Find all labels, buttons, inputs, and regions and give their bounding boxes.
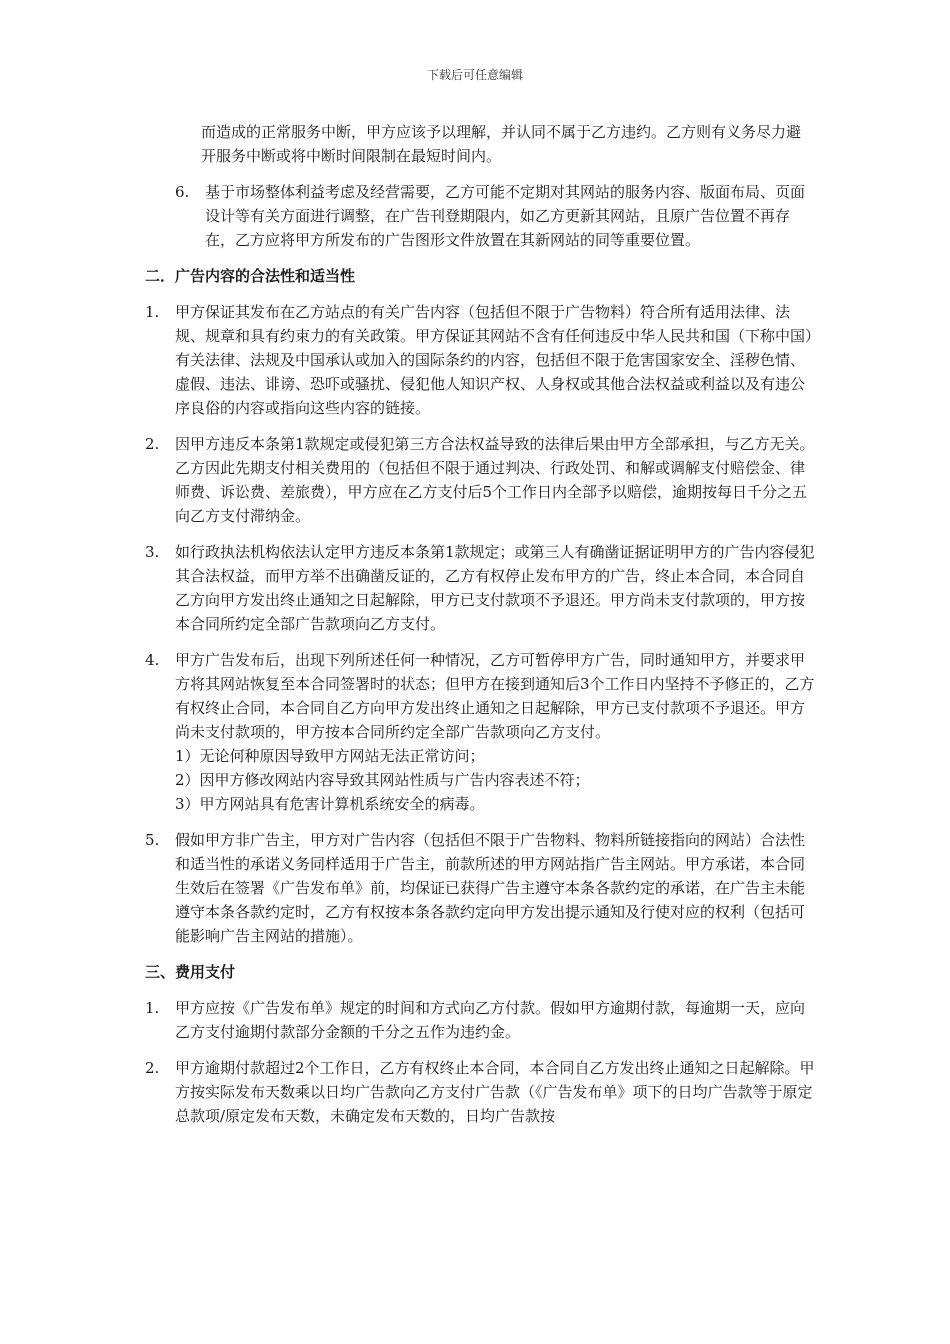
clause-number: 2. [145,1059,160,1077]
clause-number: 4. [145,651,160,669]
clause-item-6 [175,180,815,252]
sub-clause: 2）因甲方修改网站内容导致其网站性质与广告内容表述不符； [175,771,590,789]
sub-clause: 1）无论何种原因导致甲方网站无法正常访问； [175,747,485,765]
clause-number: 3. [145,543,160,561]
clause-number: 1. [145,303,160,321]
clause-number: 5. [145,831,160,849]
clause-text: 因甲方违反本条第1款规定或侵犯第三方合法权益导致的法律后果由甲方全部承担，与乙方无关。乙方因此先期支付相关费用的（包括但不限于通过判决、行政处罚、和解或调解支付赔偿金、律师费、诉讼费、差旅费），甲方应在乙方支付后5个工作日内全部予以赔偿，逾期按每日千分之五向乙方支付滞纳金。 [175,435,815,525]
document-body [145,120,815,1140]
clause-number: 1. [145,999,160,1017]
clause-item [145,300,815,420]
clause-number: 6. [175,183,190,201]
clause-item [145,1056,815,1128]
clause-number: 2. [145,435,160,453]
clause-text: 基于市场整体利益考虑及经营需要，乙方可能不定期对其网站的服务内容、版面布局、页面设计等有关方面进行调整，在广告刊登期限内，如乙方更新其网站，且原广告位置不再存在，乙方应将甲方所发布的广告图形文件放置在其新网站的同等重要位置。 [205,183,806,249]
clause-text: 甲方逾期付款超过2个工作日，乙方有权终止本合同，本合同自乙方发出终止通知之日起解除。甲方按实际发布天数乘以日均广告款向乙方支付广告款（《广告发布单》项下的日均广告款等于原定总款项/原定发布天数，未确定发布天数的，日均广告款按 [175,1059,815,1125]
continued-paragraph: 而造成的正常服务中断，甲方应该予以理解，并认同不属于乙方违约。乙方则有义务尽力避开服务中断或将中断时间限制在最短时间内。 [201,123,802,165]
clause-item [145,540,815,636]
clause-text: 甲方应按《广告发布单》规定的时间和方式向乙方付款。假如甲方逾期付款，每逾期一天，应向乙方支付逾期付款部分金额的千分之五作为违约金。 [175,999,806,1041]
clause-item [145,996,815,1044]
section-heading-2: 二．广告内容的合法性和适当性 [145,267,356,285]
clause-item [145,432,815,528]
clause-text: 甲方保证其发布在乙方站点的有关广告内容（包括但不限于广告物料）符合所有适用法律、法规、规章和具有约束力的有关政策。甲方保证其网站不含有任何违反中华人民共和国（下称中国）有关法律、法规及中国承认或加入的国际条约的内容，包括但不限于危害国家安全、淫秽色情、虚假、违法、诽谤、恐吓或骚扰、侵犯他人知识产权、人身权或其他合法权益或利益以及有违公序良俗的内容或指向这些内容的链接。 [175,303,813,417]
clause-item [145,828,815,948]
clause-item [145,648,815,816]
section-heading-3: 三、费用支付 [145,963,236,981]
sub-clause: 3）甲方网站具有危害计算机系统安全的病毒。 [175,795,485,813]
clause-text: 甲方广告发布后，出现下列所述任何一种情况，乙方可暂停甲方广告，同时通知甲方，并要求甲方将其网站恢复至本合同签署时的状态；但甲方在接到通知后3个工作日内坚持不予修正的，乙方有权终止合同，本合同自乙方向甲方发出终止通知之日起解除，甲方已支付款项不予退还。甲方尚未支付款项的，甲方按本合同所约定全部广告款项向乙方支付。 [175,651,815,741]
clause-text: 假如甲方非广告主，甲方对广告内容（包括但不限于广告物料、物料所链接指向的网站）合法性和适当性的承诺义务同样适用于广告主，前款所述的甲方网站指广告主网站。甲方承诺，本合同生效后在签署《广告发布单》前，均保证已获得广告主遵守本条各款约定的承诺，在广告主未能遵守本条各款约定时，乙方有权按本条各款约定向甲方发出提示通知及行使对应的权利（包括可能影响广告主网站的措施）。 [175,831,806,945]
page-header: 下载后可任意编辑 [426,68,523,82]
clause-text: 如行政执法机构依法认定甲方违反本条第1款规定；或第三人有确凿证据证明甲方的广告内容侵犯其合法权益，而甲方举不出确凿反证的，乙方有权停止发布甲方的广告，终止本合同，本合同自乙方向甲方发出终止通知之日起解除，甲方已支付款项不予退还。甲方尚未支付款项的，甲方按本合同所约定全部广告款项向乙方支付。 [175,543,815,633]
